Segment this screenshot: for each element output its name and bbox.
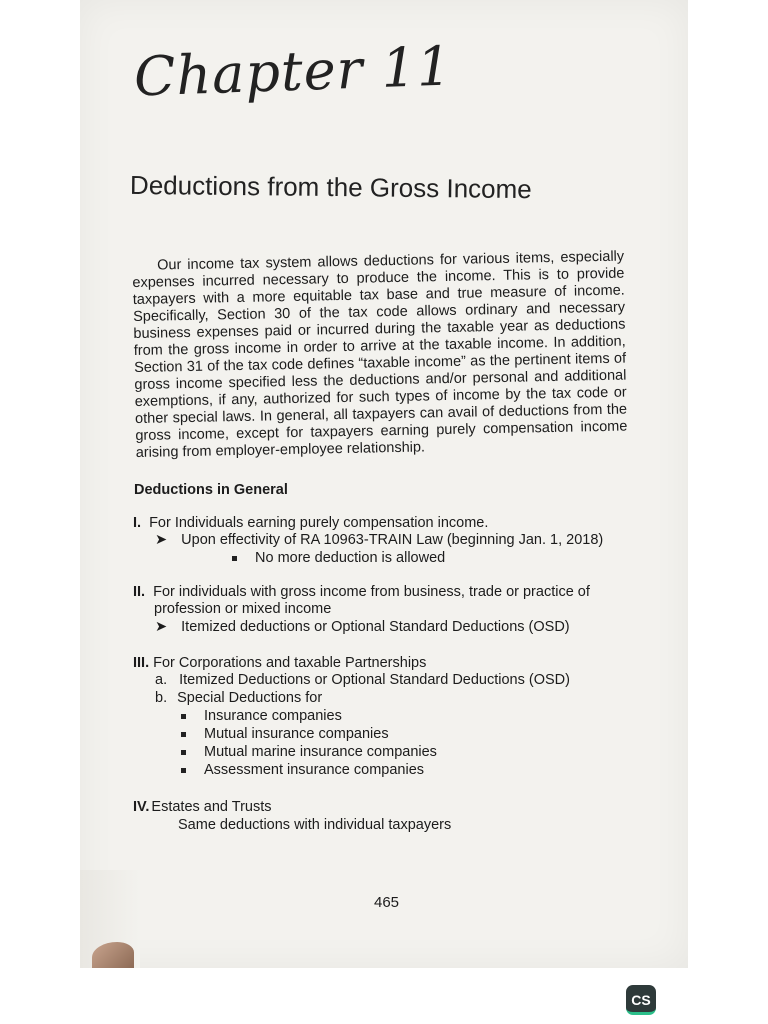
- square-bullet-icon: [232, 556, 237, 561]
- list-item: [181, 708, 342, 724]
- outline-text: Special Deductions for: [177, 690, 323, 706]
- outline-subtext: Itemized deductions or Optional Standard Deductions (OSD): [181, 619, 570, 635]
- outline-bullet-text: No more deduction is allowed: [255, 550, 446, 566]
- outline-text: Estates and Trusts: [151, 799, 272, 815]
- outline-item-iv-sub: [178, 817, 451, 833]
- outline-text: For Individuals earning purely compensation income.: [149, 515, 489, 531]
- outline-letter: b.: [155, 690, 168, 706]
- outline-text: For individuals with gross income from business, trade or practice of: [153, 584, 590, 600]
- outline-item-iv: [133, 799, 272, 815]
- square-bullet-icon: [181, 750, 186, 755]
- intro-paragraph: Our income tax system allows deductions for various items, especially expenses incurred necessary to produce the income. This is to provide taxpayers with a more equitable tax base and true measure of income. Specifically, Section 30 of the tax code allows ordinary and necessary business expenses paid or incurred during the taxable year as deductions from the gross income in order to arrive at the taxable income. In addition, Section 31 of the tax code defines “taxable income” as the pertinent items of gross income specified less the deductions and/or personal and additional exemptions, if any, authorized for such types of income by the tax code or other special laws. In general, all taxpayers can avail of deductions from the gross income, except for taxpayers earning purely compensation income arising from employer-employee relationship.: [132, 248, 628, 461]
- list-item-text: Assessment insurance companies: [204, 762, 425, 778]
- list-item: [181, 762, 424, 778]
- camscanner-logo: CS: [626, 985, 656, 1015]
- page-number: 465: [374, 894, 400, 911]
- chapter-heading: Chapter 11: [132, 34, 454, 109]
- outline-item-i-bullet: [232, 550, 445, 566]
- outline-item-i-sub: [155, 532, 603, 548]
- outline-letter: a.: [155, 672, 168, 688]
- outline-item-ii: [133, 584, 590, 600]
- outline-item-iii-a: [155, 672, 570, 688]
- outline-item-ii-sub: [155, 619, 570, 635]
- outline-subtext: Upon effectivity of RA 10963-TRAIN Law (beginning Jan. 1, 2018): [181, 532, 604, 548]
- arrow-bullet-icon: ➤: [155, 532, 168, 548]
- list-item-text: Insurance companies: [204, 708, 342, 724]
- outline-text: Itemized Deductions or Optional Standard Deductions (OSD): [179, 672, 570, 688]
- outline-numeral: III.: [133, 655, 150, 671]
- square-bullet-icon: [181, 768, 186, 773]
- square-bullet-icon: [181, 714, 186, 719]
- square-bullet-icon: [181, 732, 186, 737]
- list-item: [181, 744, 437, 760]
- section-heading: Deductions in General: [134, 482, 288, 498]
- list-item-text: Mutual insurance companies: [204, 726, 389, 742]
- outline-subtext: Same deductions with individual taxpayers: [178, 817, 452, 833]
- outline-text: For Corporations and taxable Partnerships: [153, 655, 427, 671]
- outline-numeral: II.: [133, 584, 146, 600]
- list-item-text: Mutual marine insurance companies: [204, 744, 437, 760]
- outline-numeral: IV.: [133, 799, 150, 815]
- outline-item-ii-cont: [154, 601, 331, 617]
- arrow-bullet-icon: ➤: [155, 619, 168, 635]
- page-title: Deductions from the Gross Income: [129, 169, 532, 205]
- outline-item-iii: [133, 655, 426, 671]
- outline-numeral: I.: [133, 515, 142, 531]
- list-item: [181, 726, 389, 742]
- thumb-in-frame: [92, 942, 134, 968]
- outline-item-i: [133, 515, 488, 531]
- outline-item-iii-b: [155, 690, 322, 706]
- outline-text: profession or mixed income: [154, 601, 332, 617]
